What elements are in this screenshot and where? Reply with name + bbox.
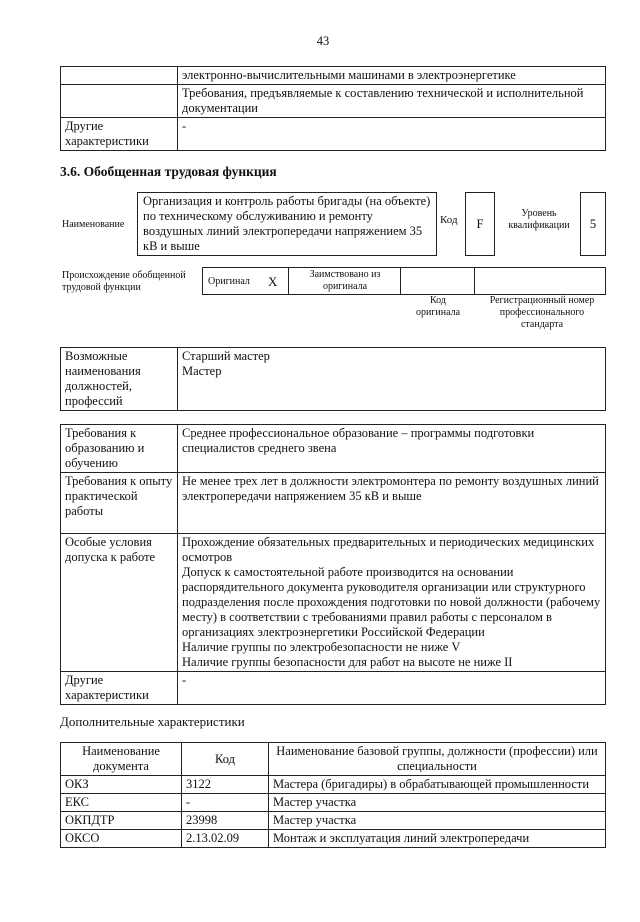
borrowed-label: Заимствовано из оригинала [309,269,381,292]
condition-line: Прохождение обязательных предварительных и периодических медицинских осмотров [182,535,595,564]
position-item: Мастер [182,364,222,378]
doc-cell: ОКЗ [61,776,182,794]
header-name: Наименование базовой группы, должности (профессии) или специальности [269,743,606,776]
table-cell-value: - [178,118,606,151]
name-cell: Мастера (бригадиры) в обрабатывающей промышленности [269,776,606,794]
table-cell-label [61,67,178,85]
condition-line: Наличие группы безопасности для работ на высоте не ниже II [182,655,513,669]
condition-line: Наличие группы по электробезопасности не ниже V [182,640,461,654]
divider [288,267,289,295]
name-cell: Мастер участка [269,812,606,830]
code-label: Код [440,214,458,226]
level-label: Уровень квалификации [508,208,570,231]
positions-table [60,347,606,411]
code-value: F [476,217,484,231]
table-row [61,118,606,151]
doc-cell: ОКСО [61,830,182,848]
table-row [61,85,606,118]
table-row [61,67,606,85]
code-cell: 23998 [182,812,269,830]
function-name-box [137,192,437,256]
code-cell: 2.13.02.09 [182,830,269,848]
table-row [61,473,606,534]
original-label: Оригинал [208,276,250,287]
table-row [61,812,606,830]
additional-table [60,742,606,848]
code-original-label: Код оригинала [415,295,461,318]
function-name-value: Организация и контроль работы бригады (на объекте) по техническому обслуживанию и ремонту воздушных линий электропередачи напряжением 35 кВ и выше [143,194,431,253]
additional-heading: Дополнительные характеристики [60,714,245,729]
table-cell-value: Не менее трех лет в должности электромонтера по ремонту воздушных линий электропередачи напряжением 35 кВ и выше [178,473,606,534]
section-heading: 3.6. Обобщенная трудовая функция [60,164,277,179]
divider [400,267,401,295]
table-cell-label: Другие характеристики [61,672,178,705]
page-number: 43 [316,34,330,48]
table-cell-value: - [178,672,606,705]
code-cell: - [182,794,269,812]
table-row [61,776,606,794]
divider [474,267,475,295]
header-code: Код [182,743,269,776]
table-cell-value: Требования, предъявляемые к составлению технической и исполнительной документации [178,85,606,118]
origin-row [202,267,606,295]
condition-line: Допуск к самостоятельной работе производится на основании распорядительного документа руководителя организации или структурного подразделения после прохождения подготовки по новой должности (рабочему месту) в соответствии с требованиями правил работы с персоналом в организациях электроэнергетики Российской Федерации [182,565,601,639]
table-row [61,425,606,473]
name-cell: Монтаж и эксплуатация линий электропередачи [269,830,606,848]
header-document: Наименование документа [61,743,182,776]
doc-cell: ОКПДТР [61,812,182,830]
table-cell-label [61,85,178,118]
table-cell-value [178,534,606,672]
positions-label: Возможные наименования должностей, профессий [61,348,178,411]
original-mark: X [268,274,278,289]
doc-cell: ЕКС [61,794,182,812]
code-value-box [465,192,495,256]
origin-label: Происхождение обобщенной трудовой функции [62,270,186,293]
top-table [60,66,606,151]
table-cell-label: Другие характеристики [61,118,178,151]
positions-values [178,348,606,411]
level-value: 5 [589,217,597,231]
reg-number-label: Регистрационный номер профессионального стандарта [489,295,595,330]
table-row [61,830,606,848]
code-cell: 3122 [182,776,269,794]
name-cell: Мастер участка [269,794,606,812]
position-item: Старший мастер [182,349,270,363]
table-header-row [61,743,606,776]
table-row [61,672,606,705]
table-cell-value: Среднее профессиональное образование – программы подготовки специалистов среднего звена [178,425,606,473]
table-cell-label: Требования к опыту практической работы [61,473,178,534]
name-label: Наименование [62,219,125,230]
table-row [61,348,606,411]
table-row [61,794,606,812]
table-row [61,534,606,672]
requirements-table [60,424,606,705]
level-value-box [580,192,606,256]
table-cell-label: Требования к образованию и обучению [61,425,178,473]
table-cell-label: Особые условия допуска к работе [61,534,178,672]
table-cell-value: электронно-вычислительными машинами в электроэнергетике [178,67,606,85]
